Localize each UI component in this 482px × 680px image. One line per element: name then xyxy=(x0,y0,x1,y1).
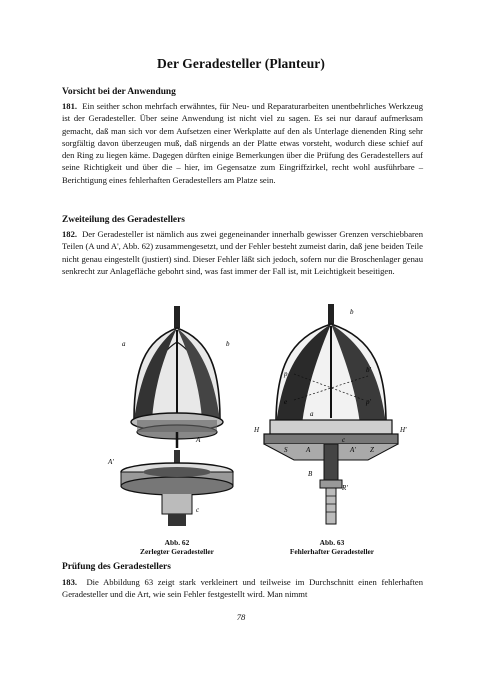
label-S: S xyxy=(284,446,288,454)
figure-63-caption xyxy=(268,539,396,556)
label-e: e xyxy=(284,398,288,406)
section-heading-183: Prüfung des Geradestellers xyxy=(62,562,171,572)
label-A-prime: A' xyxy=(108,458,114,466)
label-H: H xyxy=(254,426,260,434)
upper-part-drawing xyxy=(131,306,223,448)
label-p: p xyxy=(284,370,288,378)
paragraph-number: 181. xyxy=(62,101,78,111)
label-A-prime: A' xyxy=(350,446,356,454)
label-H-prime: H' xyxy=(400,426,407,434)
figure-63-number: Abb. 63 xyxy=(319,538,345,547)
section-heading-181: Vorsicht bei der Anwendung xyxy=(62,87,176,97)
label-Z: Z xyxy=(370,446,374,454)
paragraph-number: 182. xyxy=(62,229,78,239)
page-title: Der Geradesteller (Planteur) xyxy=(157,56,325,71)
label-b-prime: b' xyxy=(366,366,371,374)
figure-62-title: Zerlegter Geradesteller xyxy=(140,546,214,556)
figure-63-illustration xyxy=(254,300,410,532)
paragraph-text: Die Abbildung 63 zeigt stark verkleinert und teilweise im Durchschnitt einen fehlerhaften Geradesteller und die Art, wie sein Fehler festgestellt wird. Man nimmt xyxy=(62,577,423,600)
label-a: a xyxy=(122,340,126,348)
section-heading-182: Zweiteilung des Geradestellers xyxy=(62,215,185,225)
figure-62-number: Abb. 62 xyxy=(164,538,190,547)
paragraph-181 xyxy=(62,100,423,186)
figure-62-illustration xyxy=(104,300,250,532)
label-R: R' xyxy=(342,484,348,492)
label-p-prime: p' xyxy=(366,398,371,406)
paragraph-text: Ein seither schon mehrfach erwähntes, für Neu- und Reparaturarbeiten unentbehrliches Werkzeug ist der Geradesteller. Über seine Anwendung ist nicht viel zu sagen. Es sei nur darauf aufmerksam gemacht, daß man sich vor dem Aufsetzen einer Werkplatte auf den als Unterlage dienenden Ring sehr sorgfältig davon überzeugen muß, daß nirgends an der Platte etwas vorsteht, wodurch diese schief auf den Ring zu liegen käme. Dagegen dürften einige Bemerkungen über die Prüfung des Geradestellers auf seine Richtigkeit und über die – hier, im Gegensatze zum Eingriffzirkel, recht wohl ausführbare – Berichtigung eines fehlerhaften Geradestellers am Platze sein. xyxy=(62,101,423,185)
label-b: b xyxy=(226,340,230,348)
label-c: c xyxy=(196,506,200,514)
label-c: c xyxy=(342,436,346,444)
lower-part-drawing xyxy=(121,450,233,526)
page-number: 78 xyxy=(236,612,246,622)
paragraph-number: 183. xyxy=(62,577,78,587)
figure-62-caption xyxy=(118,539,236,556)
label-b: b xyxy=(350,308,354,316)
faulty-tool-drawing xyxy=(264,304,398,524)
paragraph-183 xyxy=(62,576,423,601)
label-A: A xyxy=(306,446,311,454)
paragraph-text: Der Geradesteller ist nämlich aus zwei gegeneinander innerhalb gewisser Grenzen verschiebbaren Teilen (A und A', Abb. 62) zusammengesetzt, und der Fehler besteht zumeist darin, daß jene beiden Teile nicht genau eingestellt (justiert) sind. Dieser Fehler läßt sich jedoch, sofern nur die Broschenlager genau senkrecht zur Anlagefläche gebohrt sind, was fast immer der Fall ist, mit Leichtigkeit beseitigen. xyxy=(62,229,423,276)
figure-63-title: Fehlerhafter Geradesteller xyxy=(289,546,375,556)
label-A: A xyxy=(196,436,201,444)
label-a: a xyxy=(310,410,314,418)
label-B: B xyxy=(308,470,313,478)
paragraph-182 xyxy=(62,228,423,277)
